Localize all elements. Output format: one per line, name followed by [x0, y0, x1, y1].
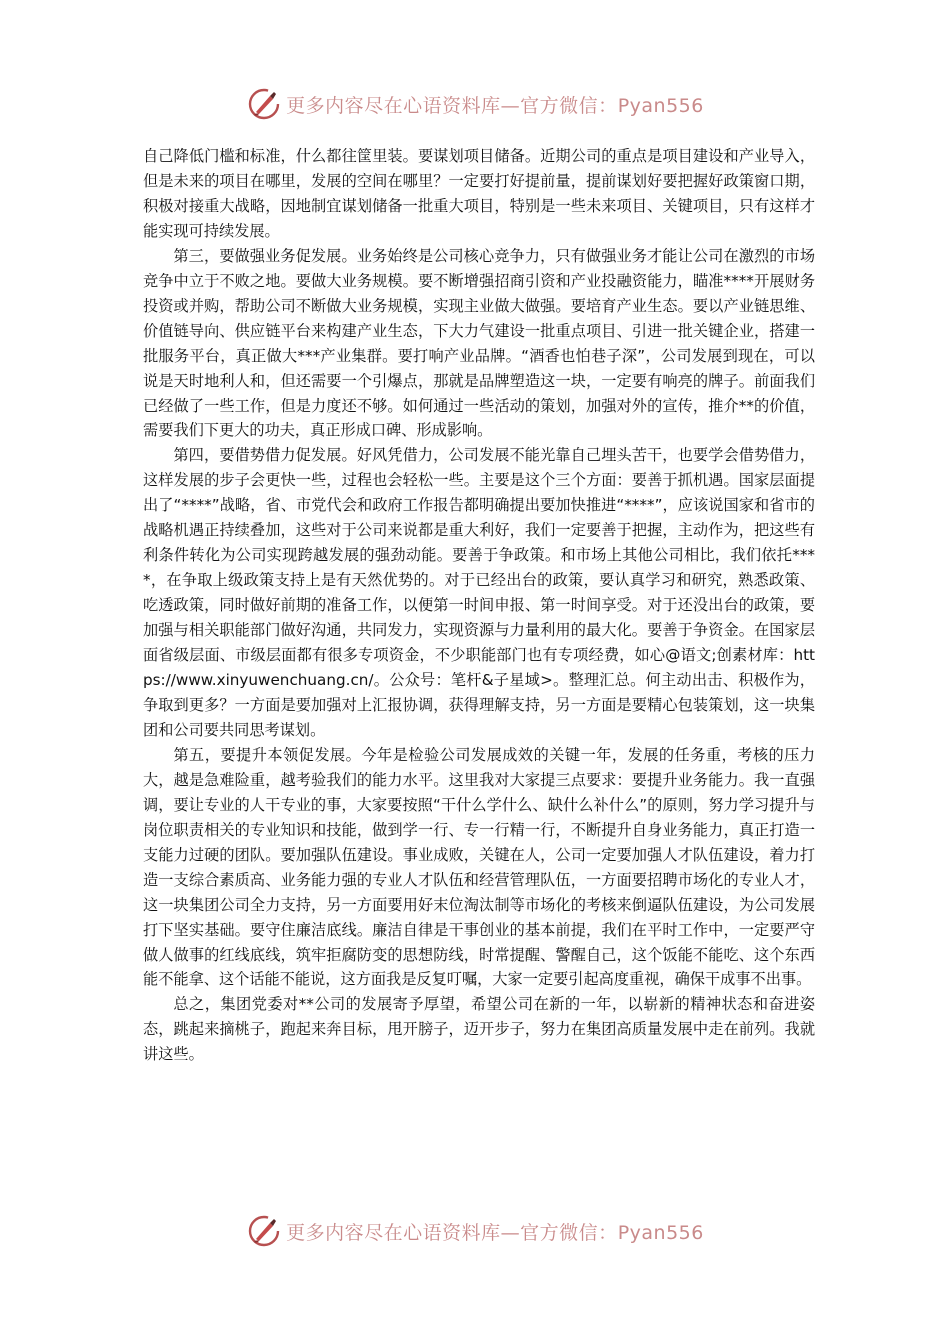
paragraph-4: 第五，要提升本领促发展。今年是检验公司发展成效的关键一年，发展的任务重，考核的压力大，越是急难险重，越考验我们的能力水平。这里我对大家提三点要求：要提升业务能力。我一直强调，要让专业的人干专业的事，大家要按照“干什么学什么、缺什么补什么”的原则，努力学习提升与岗位职责相关的专业知识和技能，做到学一行、专一行精一行，不断提升自身业务能力，真正打造一支能力过硬的团队。要加强队伍建设。事业成败，关键在人，公司一定要加强人才队伍建设，着力打造一支综合素质高、业务能力强的专业人才队伍和经营管理队伍，一方面要招聘市场化的专业人才，这一块集团公司全力支持，另一方面要用好末位淘汰制等市场化的考核来倒逼队伍建设，为公司发展打下坚实基础。要守住廉洁底线。廉洁自律是干事创业的基本前提，我们在平时工作中，一定要严守做人做事的红线底线，筑牢拒腐防变的思想防线，时常提醒、警醒自己，这个饭能不能吃、这个东西能不能拿、这个话能不能说，这方面我是反复叮嘱，大家一定要引起高度重视，确保干成事不出事。 [143, 745, 815, 989]
header-banner-separator: — [500, 94, 521, 117]
document-body [143, 144, 815, 1067]
header-banner-text [286, 91, 704, 118]
paragraph-1: 自己降低门槛和标准，什么都往筐里装。要谋划项目储备。近期公司的重点是项目建设和产业导入，但是未来的项目在哪里，发展的空间在哪里？一定要打好提前量，提前谋划好要把握好政策窗口期，积极对接重大战略，因地制宜谋划储备一批重大项目，特别是一些未来项目、关键项目，只有这样才能实现可持续发展。 [143, 147, 815, 240]
footer-banner-separator: — [500, 1221, 521, 1244]
brush-logo-icon [246, 1213, 282, 1249]
paragraph-5: 总之，集团党委对**公司的发展寄予厚望，希望公司在新的一年，以崭新的精神状态和奋进姿态，跳起来摘桃子，跑起来奔目标，甩开膀子，迈开步子，努力在集团高质量发展中走在前列。我就讲这些。 [143, 995, 815, 1064]
header-banner-wechat-id: Pyan556 [617, 94, 704, 117]
footer-banner-title: 更多内容尽在心语资料库 [286, 1221, 501, 1244]
header-banner-wechat-label: 官方微信： [520, 94, 618, 117]
brush-logo-icon [246, 86, 282, 122]
header-banner [0, 82, 950, 126]
footer-banner-text [286, 1218, 704, 1245]
footer-banner [0, 1209, 950, 1253]
header-banner-title: 更多内容尽在心语资料库 [286, 94, 501, 117]
paragraph-2: 第三，要做强业务促发展。业务始终是公司核心竞争力，只有做强业务才能让公司在激烈的市场竞争中立于不败之地。要做大业务规模。要不断增强招商引资和产业投融资能力，瞄准****开展财务投资或并购，帮助公司不断做大业务规模，实现主业做大做强。要培育产业生态。要以产业链思维、价值链导向、供应链平台来构建产业生态，下大力气建设一批重点项目、引进一批关键企业，搭建一批服务平台，真正做大***产业集群。要打响产业品牌。“酒香也怕巷子深”，公司发展到现在，可以说是天时地利人和，但还需要一个引爆点，那就是品牌塑造这一块，一定要有响亮的牌子。前面我们已经做了一些工作，但是力度还不够。如何通过一些活动的策划，加强对外的宣传，推介**的价值，需要我们下更大的功夫，真正形成口碑、形成影响。 [143, 246, 815, 440]
footer-banner-wechat-id: Pyan556 [617, 1221, 704, 1244]
footer-banner-wechat-label: 官方微信： [520, 1221, 618, 1244]
paragraph-3: 第四，要借势借力促发展。好风凭借力，公司发展不能光靠自己埋头苦干，也要学会借势借力，这样发展的步子会更快一些，过程也会轻松一些。主要是这个三个方面：要善于抓机遇。国家层面提出了“****”战略，省、市党代会和政府工作报告都明确提出要加快推进“****”，应该说国家和省市的战略机遇正持续叠加，这些对于公司来说都是重大利好，我们一定要善于把握，主动作为，把这些有利条件转化为公司实现跨越发展的强劲动能。要善于争政策。和市场上其他公司相比，我们依托****，在争取上级政策支持上是有天然优势的。对于已经出台的政策，要认真学习和研究，熟悉政策、吃透政策，同时做好前期的准备工作，以便第一时间申报、第一时间享受。对于还没出台的政策，要加强与相关职能部门做好沟通，共同发力，实现资源与力量利用的最大化。要善于争资金。在国家层面省级层面、市级层面都有很多专项资金，不少职能部门也有专项经费，如心@语文;创素材库：https://www.xinyuwenchuang.cn/。公众号：笔杆&子星域>。整理汇总。何主动出击、积极作为，争取到更多？一方面是要加强对上汇报协调，获得理解支持，另一方面是要精心包装策划，这一块集团和公司要共同思考谋划。 [143, 446, 815, 739]
